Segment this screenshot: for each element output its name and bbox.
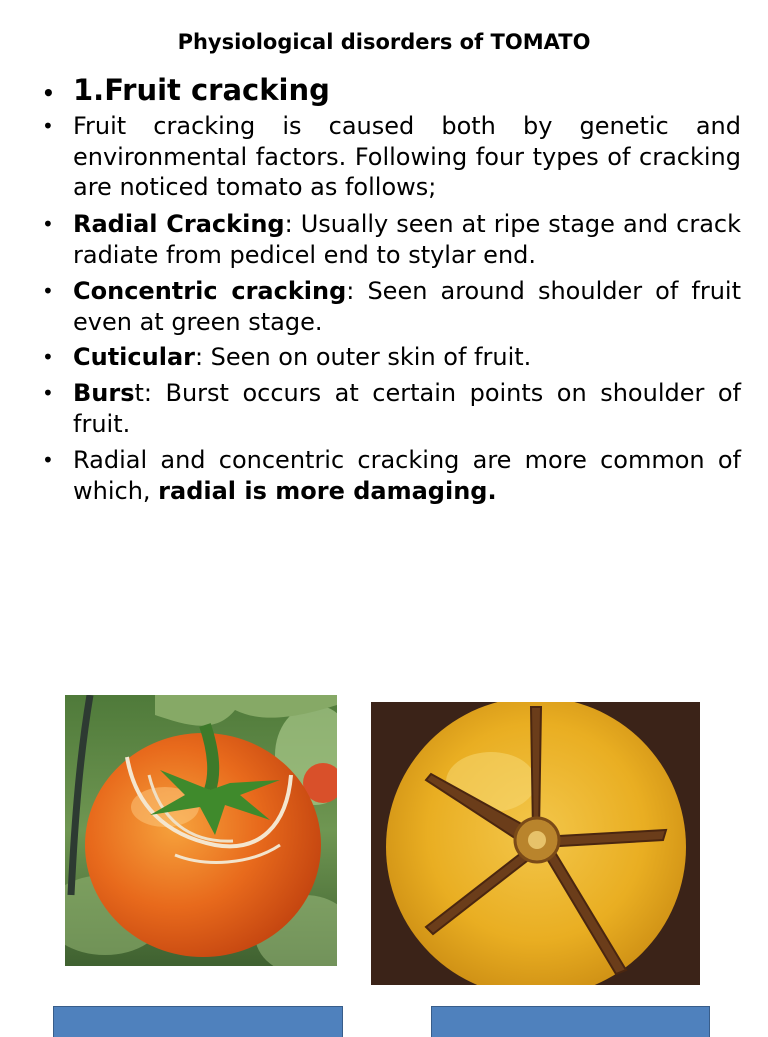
bullet-summary-emphasis: radial is more damaging. [158,476,497,505]
bullet-heading-text: 1.Fruit cracking [73,73,330,107]
bullet-dot: • [42,114,54,138]
bullet-dot: • [42,81,55,105]
bullet-cuticular-text: : Seen on outer skin of fruit. [194,343,532,371]
bullet-burst-text: t: Burst occurs at certain points on shoulder of fruit. [73,379,741,438]
caption-box-left [53,1006,343,1037]
bullet-heading [42,72,741,108]
bullet-radial [42,209,741,270]
bullet-concentric-term: Concentric cracking [73,277,347,305]
bullet-dot: • [42,381,54,405]
slide-title: Physiological disorders of TOMATO [177,30,591,54]
bullet-concentric-text: : Seen around shoulder of fruit even at green stage. [73,277,741,336]
bullet-dot: • [42,279,54,303]
tomato-concentric-cracking-photo [65,695,337,966]
bullet-summary [42,445,741,506]
bullet-concentric [42,276,741,337]
bullet-intro [42,111,741,203]
bullet-dot: • [42,212,54,236]
bullet-dot: • [42,345,54,369]
bullet-radial-term: Radial Cracking [73,210,285,238]
bullet-intro-text: Fruit cracking is caused both by genetic and environmental factors. Following four types of cracking are noticed tomato as follows; [73,112,741,201]
bullet-burst-term: Burs [73,379,135,407]
bullet-cuticular-term: Cuticular [73,343,195,371]
bullet-radial-text: : Usually seen at ripe stage and crack radiate from pedicel end to stylar end. [73,210,741,269]
bullet-summary-text: Radial and concentric cracking are more common of which, [73,446,741,505]
bullet-dot: • [42,448,54,472]
bullet-burst [42,378,741,439]
bullet-cuticular [42,342,741,373]
caption-box-right [431,1006,710,1037]
tomato-radial-cracking-photo [371,702,700,985]
